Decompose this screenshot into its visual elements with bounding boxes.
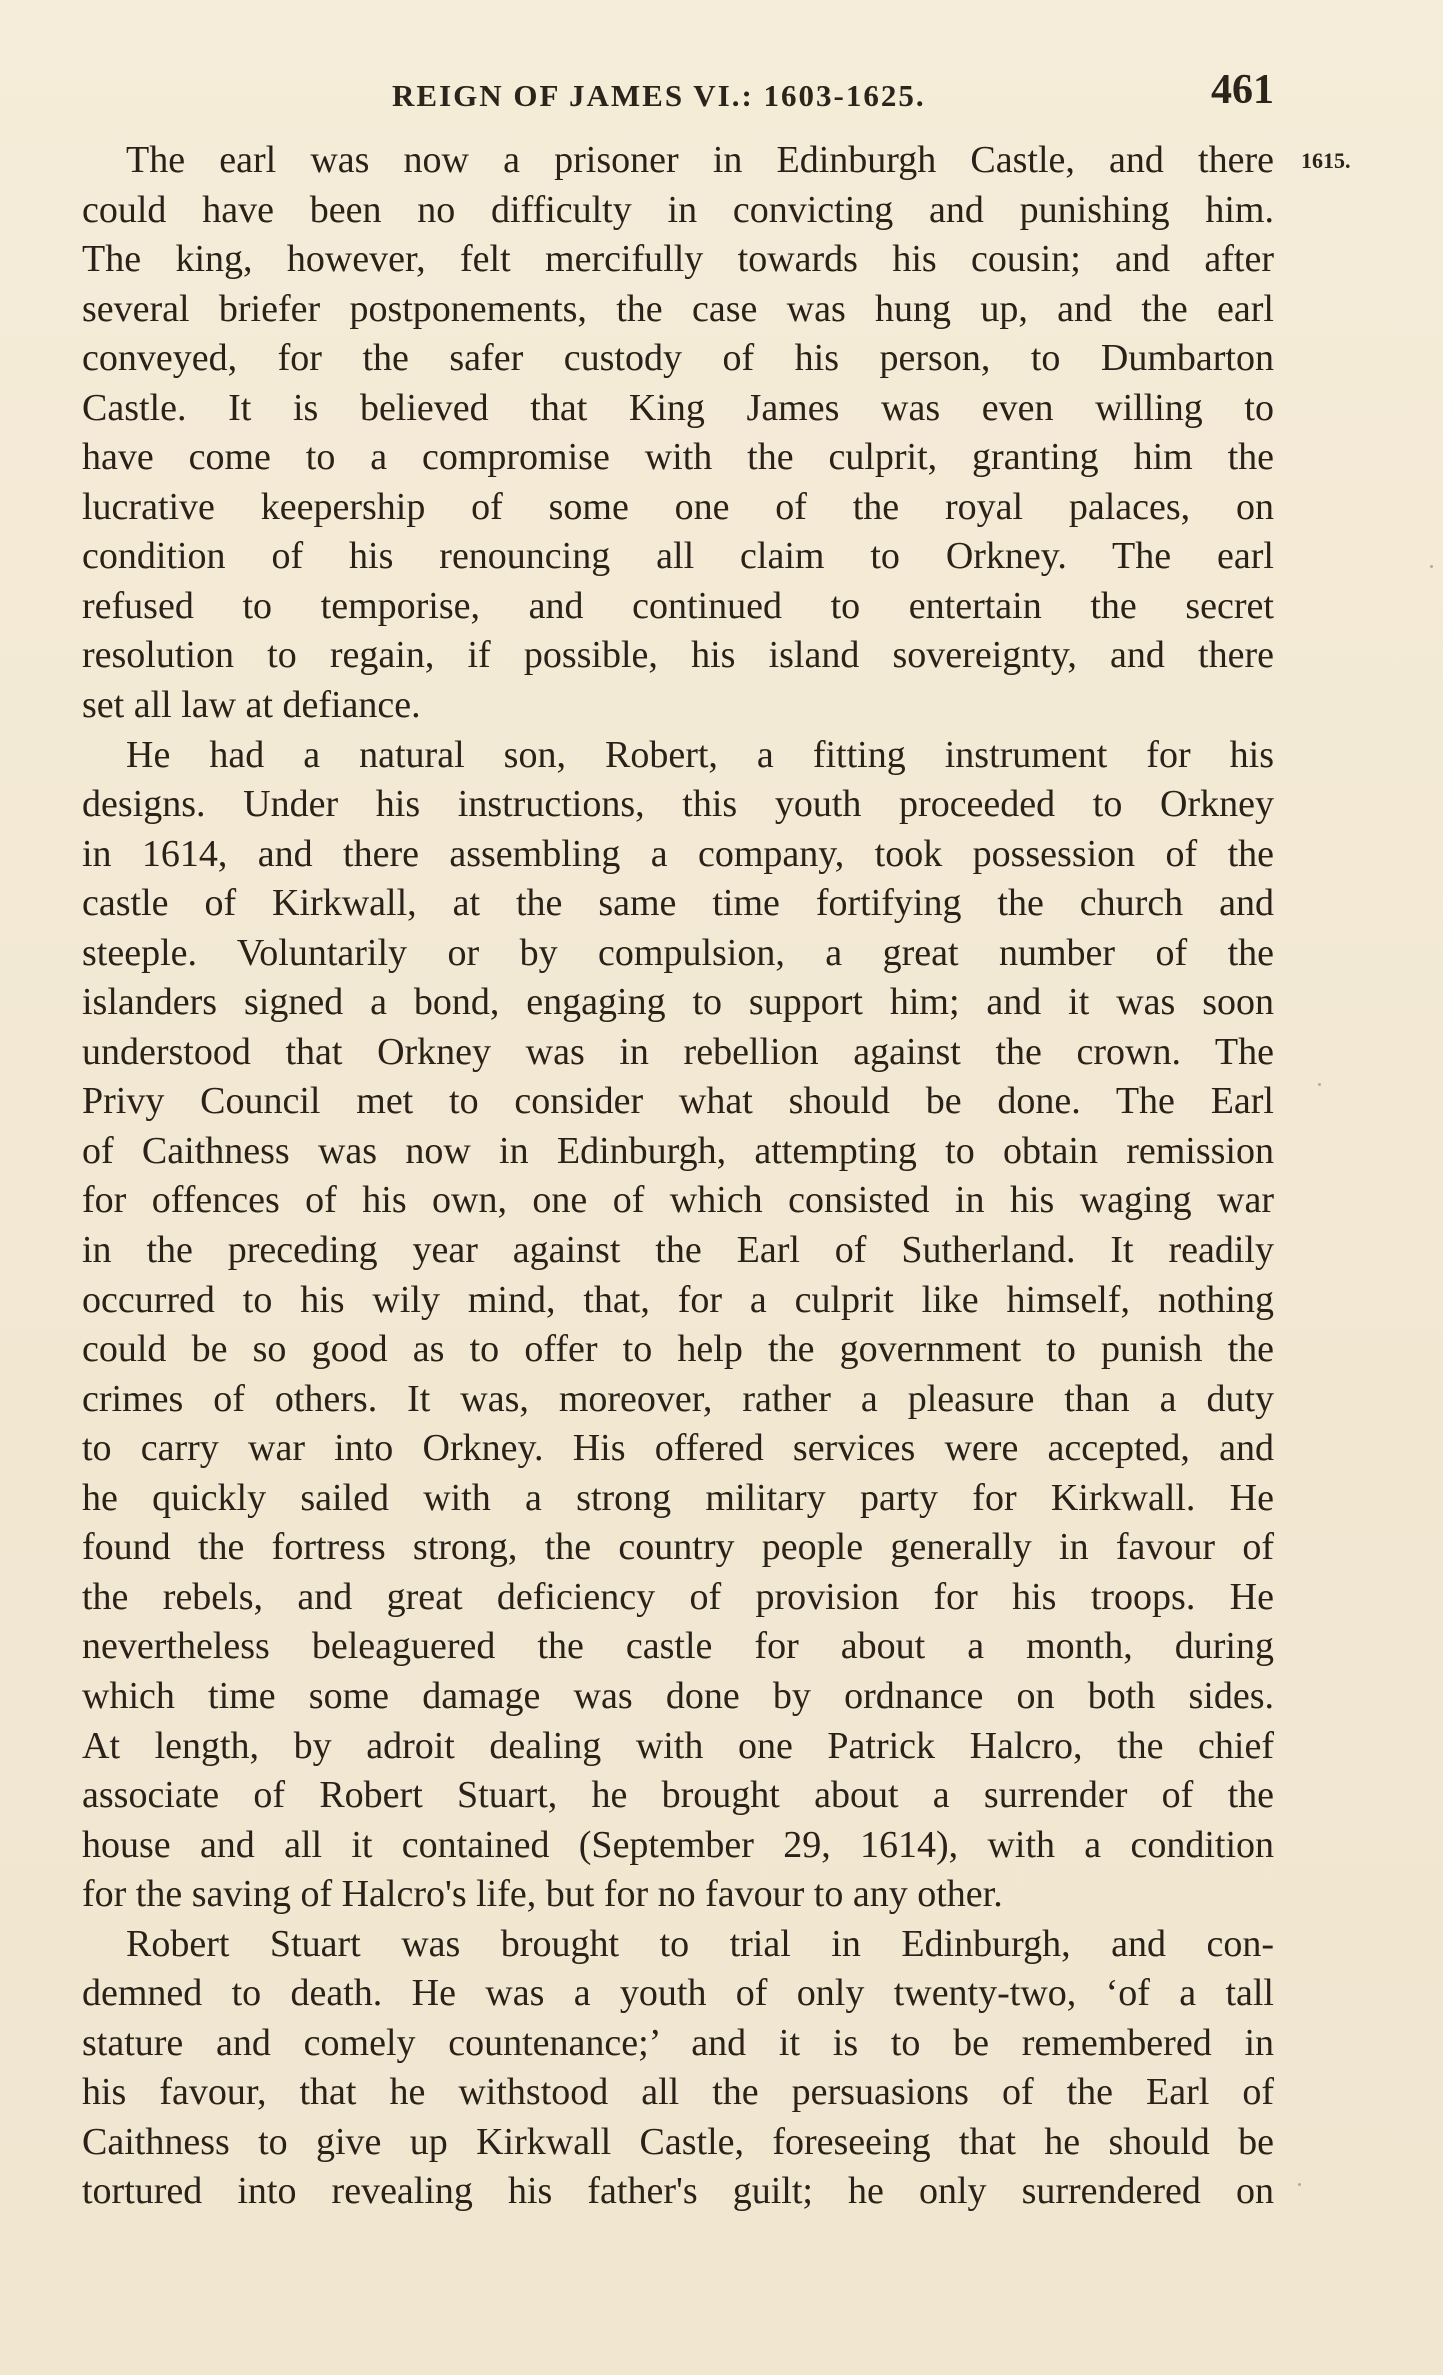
text-line: associate of Robert Stuart, he brought about a surrender of the — [82, 1774, 1274, 1817]
paper-speck — [1430, 565, 1433, 568]
text-line: conveyed, for the safer custody of his person, to Dumbarton — [82, 337, 1274, 380]
body-text — [82, 136, 1274, 2217]
text-line: crimes of others. It was, moreover, rather a pleasure than a duty — [82, 1377, 1274, 1420]
text-line: in 1614, and there assembling a company, took possession of the — [82, 832, 1274, 875]
text-line: have come to a compromise with the culprit, granting him the — [82, 436, 1274, 479]
text-line: He had a natural son, Robert, a fitting instrument for his — [126, 733, 1274, 776]
text-line: in the preceding year against the Earl of Sutherland. It readily — [82, 1229, 1274, 1272]
text-line: condition of his renouncing all claim to Orkney. The earl — [82, 535, 1274, 578]
text-line: nevertheless beleaguered the castle for about a month, during — [82, 1625, 1274, 1668]
page-number: 461 — [1211, 67, 1274, 113]
text-line: the rebels, and great deficiency of provision for his troops. He — [82, 1575, 1274, 1618]
text-line: refused to temporise, and continued to entertain the secret — [82, 584, 1274, 627]
text-line: for offences of his own, one of which consisted in his waging war — [82, 1179, 1274, 1222]
text-line: Robert Stuart was brought to trial in Edinburgh, and con- — [126, 1922, 1274, 1965]
text-line: could have been no difficulty in convicting and punishing him. — [82, 188, 1274, 231]
text-line: stature and comely countenance;’ and it is to be remembered in — [82, 2021, 1274, 2064]
text-line: tortured into revealing his father's guilt; he only surrendered on — [82, 2170, 1274, 2213]
paper-speck — [1318, 1083, 1321, 1086]
text-line: several briefer postponements, the case was hung up, and the earl — [82, 287, 1274, 330]
text-line: house and all it contained (September 29, 1614), with a condition — [82, 1823, 1274, 1866]
text-line: of Caithness was now in Edinburgh, attempting to obtain remission — [82, 1129, 1274, 1172]
text-line: Castle. It is believed that King James was even willing to — [82, 386, 1274, 429]
paper-speck — [1298, 2183, 1301, 2186]
text-line: lucrative keepership of some one of the royal palaces, on — [82, 485, 1274, 528]
text-line: found the fortress strong, the country people generally in favour of — [82, 1526, 1274, 1569]
text-line: resolution to regain, if possible, his island sovereignty, and there — [82, 634, 1274, 677]
text-line: The king, however, felt mercifully towards his cousin; and after — [82, 238, 1274, 281]
text-line: occurred to his wily mind, that, for a culprit like himself, nothing — [82, 1278, 1274, 1321]
text-line: Privy Council met to consider what should be done. The Earl — [82, 1080, 1274, 1123]
text-line: At length, by adroit dealing with one Patrick Halcro, the chief — [82, 1724, 1274, 1767]
margin-year-note: 1615. — [1301, 148, 1351, 173]
text-line: designs. Under his instructions, this youth proceeded to Orkney — [82, 783, 1274, 826]
text-line: set all law at defiance. — [82, 684, 421, 727]
text-line: for the saving of Halcro's life, but for no favour to any other. — [82, 1873, 1003, 1916]
text-line: he quickly sailed with a strong military party for Kirkwall. He — [82, 1476, 1274, 1519]
text-line: islanders signed a bond, engaging to support him; and it was soon — [82, 981, 1274, 1024]
text-line: which time some damage was done by ordnance on both sides. — [82, 1674, 1274, 1717]
text-line: his favour, that he withstood all the persuasions of the Earl of — [82, 2071, 1274, 2114]
text-line: to carry war into Orkney. His offered services were accepted, and — [82, 1427, 1274, 1470]
text-line: demned to death. He was a youth of only twenty-two, ‘of a tall — [82, 1972, 1274, 2015]
text-line: understood that Orkney was in rebellion against the crown. The — [82, 1030, 1274, 1073]
text-line: could be so good as to offer to help the government to punish the — [82, 1328, 1274, 1371]
text-line: steeple. Voluntarily or by compulsion, a great number of the — [82, 931, 1274, 974]
text-line: The earl was now a prisoner in Edinburgh Castle, and there — [126, 139, 1274, 181]
running-title: REIGN OF JAMES VI.: 1603-1625. — [392, 78, 926, 113]
text-line: castle of Kirkwall, at the same time fortifying the church and — [82, 882, 1274, 925]
running-head — [82, 62, 1274, 122]
text-line: Caithness to give up Kirkwall Castle, foreseeing that he should be — [82, 2120, 1274, 2163]
